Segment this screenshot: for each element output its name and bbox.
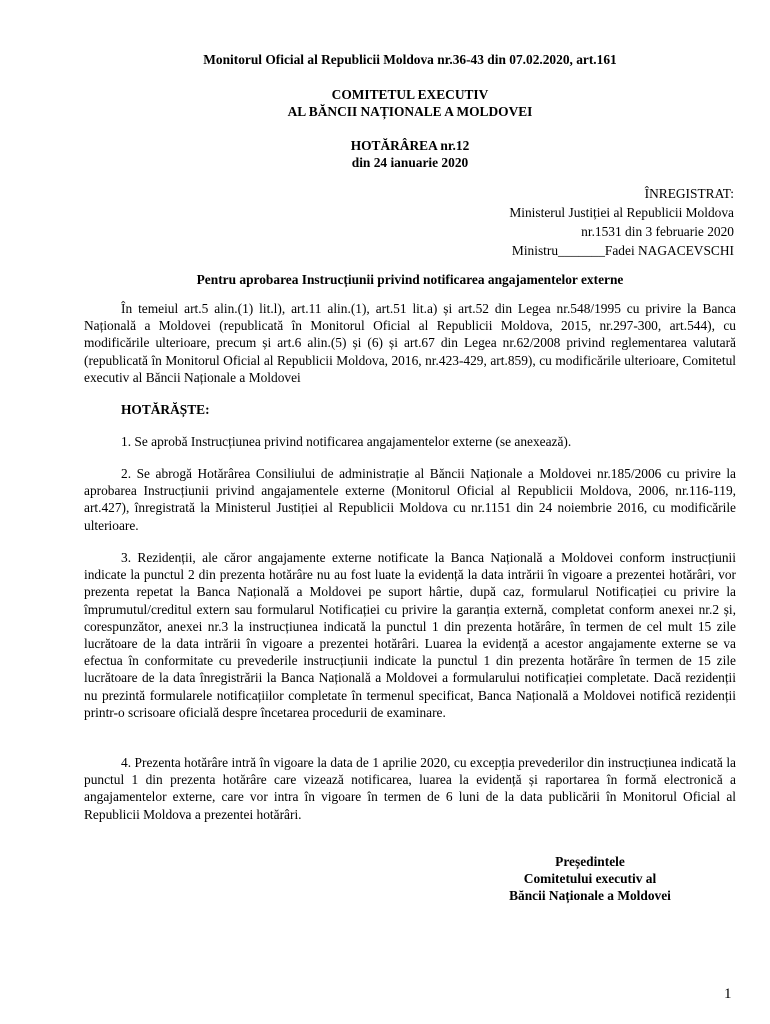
registration-minister: Ministru_______Fadei NAGACEVSCHI — [511, 243, 734, 258]
decision-subject: Pentru aprobarea Instrucțiunii privind notificarea angajamentelor externe — [196, 272, 624, 287]
signature-line-1: Președintele — [555, 854, 625, 869]
point-3: 3. Rezidenții, ale căror angajamente externe notificate la Banca Națională a Moldovei conform instrucțiunii indicate la punctul 2 din prezenta hotărâre nu au fost luate la evidență la data intrării în vigoare a prezentei hotărâri, vor prezenta repetat la Banca Națională a Moldovei pe suport hârtie, după caz, formularul Notificației cu privire la împrumutul/creditul extern sau formularul Notificației cu privire la garanția externă, completat conform anexei nr.2 și, corespunzător, anexei nr.3 la instrucțiunea indicată la punctul 1 din prezenta hotărâre, în termen de cel mult 15 zile lucrătoare de la data intrării în vigoare a prezentei hotărâri. Luarea la evidență a acestor angajamente externe se va efectua în conformitate cu prevederile instrucțiunii indicate la punctul 1 din prezenta hotărâre în termen de 15 zile lucrătoare de la data înregistrării la Banca Națională a Moldovei a formularului notificației completate. Dacă rezidenții nu prezintă formularele notificațiilor completate în termenul specificat, Banca Națională a Moldovei notifică rezidenții printr-o scrisoare oficială despre încetarea procedurii de examinare. — [84, 550, 736, 720]
registration-ministry: Ministerul Justiției al Republicii Moldova — [509, 205, 734, 220]
signature-line-2: Comitetului executiv al — [523, 871, 657, 886]
point-4: 4. Prezenta hotărâre intră în vigoare la data de 1 aprilie 2020, cu excepția prevederilor din instrucțiunea indicată la punctul 1 din prezenta hotărâre care vizează notificarea, luarea la evidență și raportarea în formă electronică a angajamentelor externe, care vor intra în vigoare în termen de 6 luni de la data publicării în Monitorul Oficial al Republicii Moldova a prezentei hotărâri. — [84, 755, 736, 822]
decision-date: din 24 ianuarie 2020 — [351, 155, 469, 170]
point-2: 2. Se abrogă Hotărârea Consiliului de administrație al Băncii Naționale a Moldovei nr.185/2006 cu privire la aprobarea Instrucțiunii privind angajamentele externe (Monitorul Oficial al Republicii Moldova, 2006, nr.116-119, art.427), înregistrată la Ministerul Justiției al Republicii Moldova cu nr.1151 din 24 noiembrie 2016, cu modificările ulterioare. — [84, 466, 736, 533]
signature-line-3: Băncii Naționale a Moldovei — [509, 888, 671, 903]
point-1: 1. Se aprobă Instrucțiunea privind notificarea angajamentelor externe (se anexează). — [121, 434, 572, 449]
decision-title: HOTĂRÂREA nr.12 — [350, 138, 470, 153]
publication-line: Monitorul Oficial al Republicii Moldova nr.36-43 din 07.02.2020, art.161 — [203, 52, 617, 67]
page-number: 1 — [724, 986, 732, 1002]
issuer-line-1: COMITETUL EXECUTIV — [331, 87, 489, 102]
issuer-line-2: AL BĂNCII NAȚIONALE A MOLDOVEI — [287, 104, 533, 119]
signature-block — [480, 853, 700, 904]
decides-heading: HOTĂRĂȘTE: — [121, 402, 210, 417]
preamble-paragraph: În temeiul art.5 alin.(1) lit.l), art.11 alin.(1), art.51 lit.a) și art.52 din Legea nr.548/1995 cu privire la Banca Națională a Moldovei (republicată în Monitorul Oficial al Republicii Moldova, 2015, nr.297-300, art.544), cu modificările ulterioare, precum și art.6 alin.(5) și (6) și art.67 din Legea nr.62/2008 privind reglementarea valutară (republicată în Monitorul Oficial al Republicii Moldova, 2016, nr.423-429, art.859), cu modificările ulterioare, Comitetul executiv al Băncii Naționale a Moldovei — [84, 301, 736, 385]
registration-label: ÎNREGISTRAT: — [644, 186, 734, 201]
registration-block — [509, 184, 734, 260]
registration-number: nr.1531 din 3 februarie 2020 — [581, 224, 734, 239]
